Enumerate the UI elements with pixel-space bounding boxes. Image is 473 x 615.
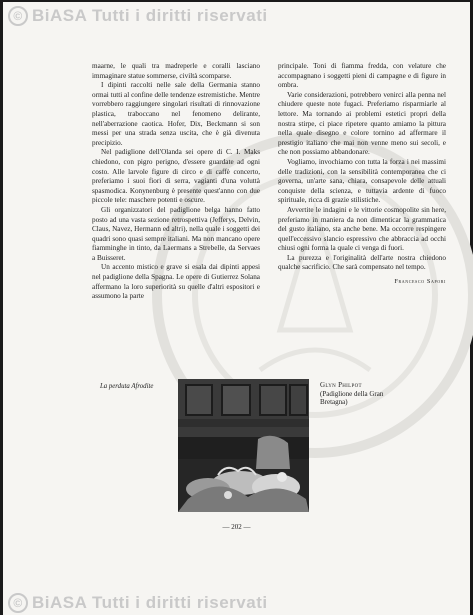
artwork-photo: [178, 379, 309, 512]
paragraph: I dipinti raccolti nelle sale della Germania stanno ormai tutti al confine delle tendenze estremistiche. Mentre vorrebbero raggiungere singolari risultati di rinnovazione plastica, traboccano nel fenomeno delirante, nell'aberrazione caotica. Hofer, Dix, Beckmann si son messi per una strada senza uscita, che è già divenuta precipizio.: [92, 81, 260, 147]
page-number: — 202 —: [222, 523, 251, 531]
painting-image: [178, 379, 309, 512]
watermark-bottom: [8, 593, 268, 613]
paragraph: Avvertite le indagini e le vittorie cosmopolite sin here, preferiamo in maniera da non dimenticar la grammatica del gusto italiano, sta anche bene. Ma occorre respingere quell'eccessivo slancio espressivo che abbraccia ad occhi chiusi ogni forma la quale ci venga di fuori.: [278, 205, 446, 253]
figure-title: La perduta Afrodite: [100, 383, 154, 390]
figure-credit: [320, 381, 383, 407]
watermark-text: BiASA Tutti i diritti riservati: [32, 6, 268, 25]
paragraph: Gli organizzatori del padiglione belga hanno fatto posto ad una vasta sezione retrospettiva (Jefferys, Delvin, Claus, Navez, Hermann ed altri), nella quale i soggetti dei quadri sono quasi sempre italiani. Ma non mancano opere fiamminghe in tinto, da Laermans a Strebelle, da Servaes a Buisseret.: [92, 205, 260, 262]
artist-name: Glyn Philpot: [320, 381, 362, 389]
copyright-icon: ©: [8, 593, 28, 613]
paragraph: Nel padiglione dell'Olanda sei opere di C. I. Maks chiedono, con pigro perigno, d'essere guardate ad ogni costo. Alle larvole figure di circo e di caffè concerto, preferiamo i suoi fiori di serra, vagianti d'una voluttà spasmodica. Konynenburg è presente quest'anno con due piccole tele: maschere potenti e oscure.: [92, 148, 260, 205]
article-column-left: [92, 62, 260, 302]
article-column-right: [278, 62, 446, 287]
paragraph: Vogliamo, invochiamo con tutta la forza i nei massimi delle tradizioni, con la sensibilità contemporanea che ci governa, un'arte sana, chiara, consapevole delle attuali conquiste della scienza, e tuttavia ardente di fuoco spirituale, ricca di grazie stilistiche.: [278, 157, 446, 205]
credit-line: (Padiglione della Gran: [320, 389, 384, 398]
watermark-top: [8, 6, 268, 26]
page-border-top: [0, 0, 473, 2]
paragraph: principale. Toni di fiamma fredda, con velature che accompagnano i soggetti pieni di campagne e di figure in ombra.: [278, 62, 446, 90]
paragraph: maarne, le quali tra madreperle e coralli lasciano immaginare statue sommerse, civiltà scomparse.: [92, 62, 260, 80]
paragraph: Un accento mistico e grave si esala dai dipinti appesi nel padiglione della Spagna. Le opere di Gutierrez Solana affermano la loro superiorità su quelle d'altri espositori e assumono la parte: [92, 263, 260, 301]
copyright-icon: ©: [8, 6, 28, 26]
watermark-text: BiASA Tutti i diritti riservati: [32, 593, 268, 612]
credit-line: Bretagna): [320, 398, 348, 407]
paragraph: Varie considerazioni, potrebbero venirci alla penna nel chiudere queste note fugaci. Preferiamo risparmiarle al lettore. Ma tornando ai problemi estetici propri della nostra stirpe, ci piace ripetere quanto amiamo la pittura nella quale disegno e colore tornino ad affermare il prestigio italiano che mai non venne meno sui secoli, e che non possiamo abbandonare.: [278, 90, 446, 157]
paragraph: La purezza e l'originalità dell'arte nostra chiedono qualche sacrificio. Che sarà compensato nel tempo.: [278, 253, 446, 272]
author-signature: Francesco Sapori: [394, 278, 446, 286]
